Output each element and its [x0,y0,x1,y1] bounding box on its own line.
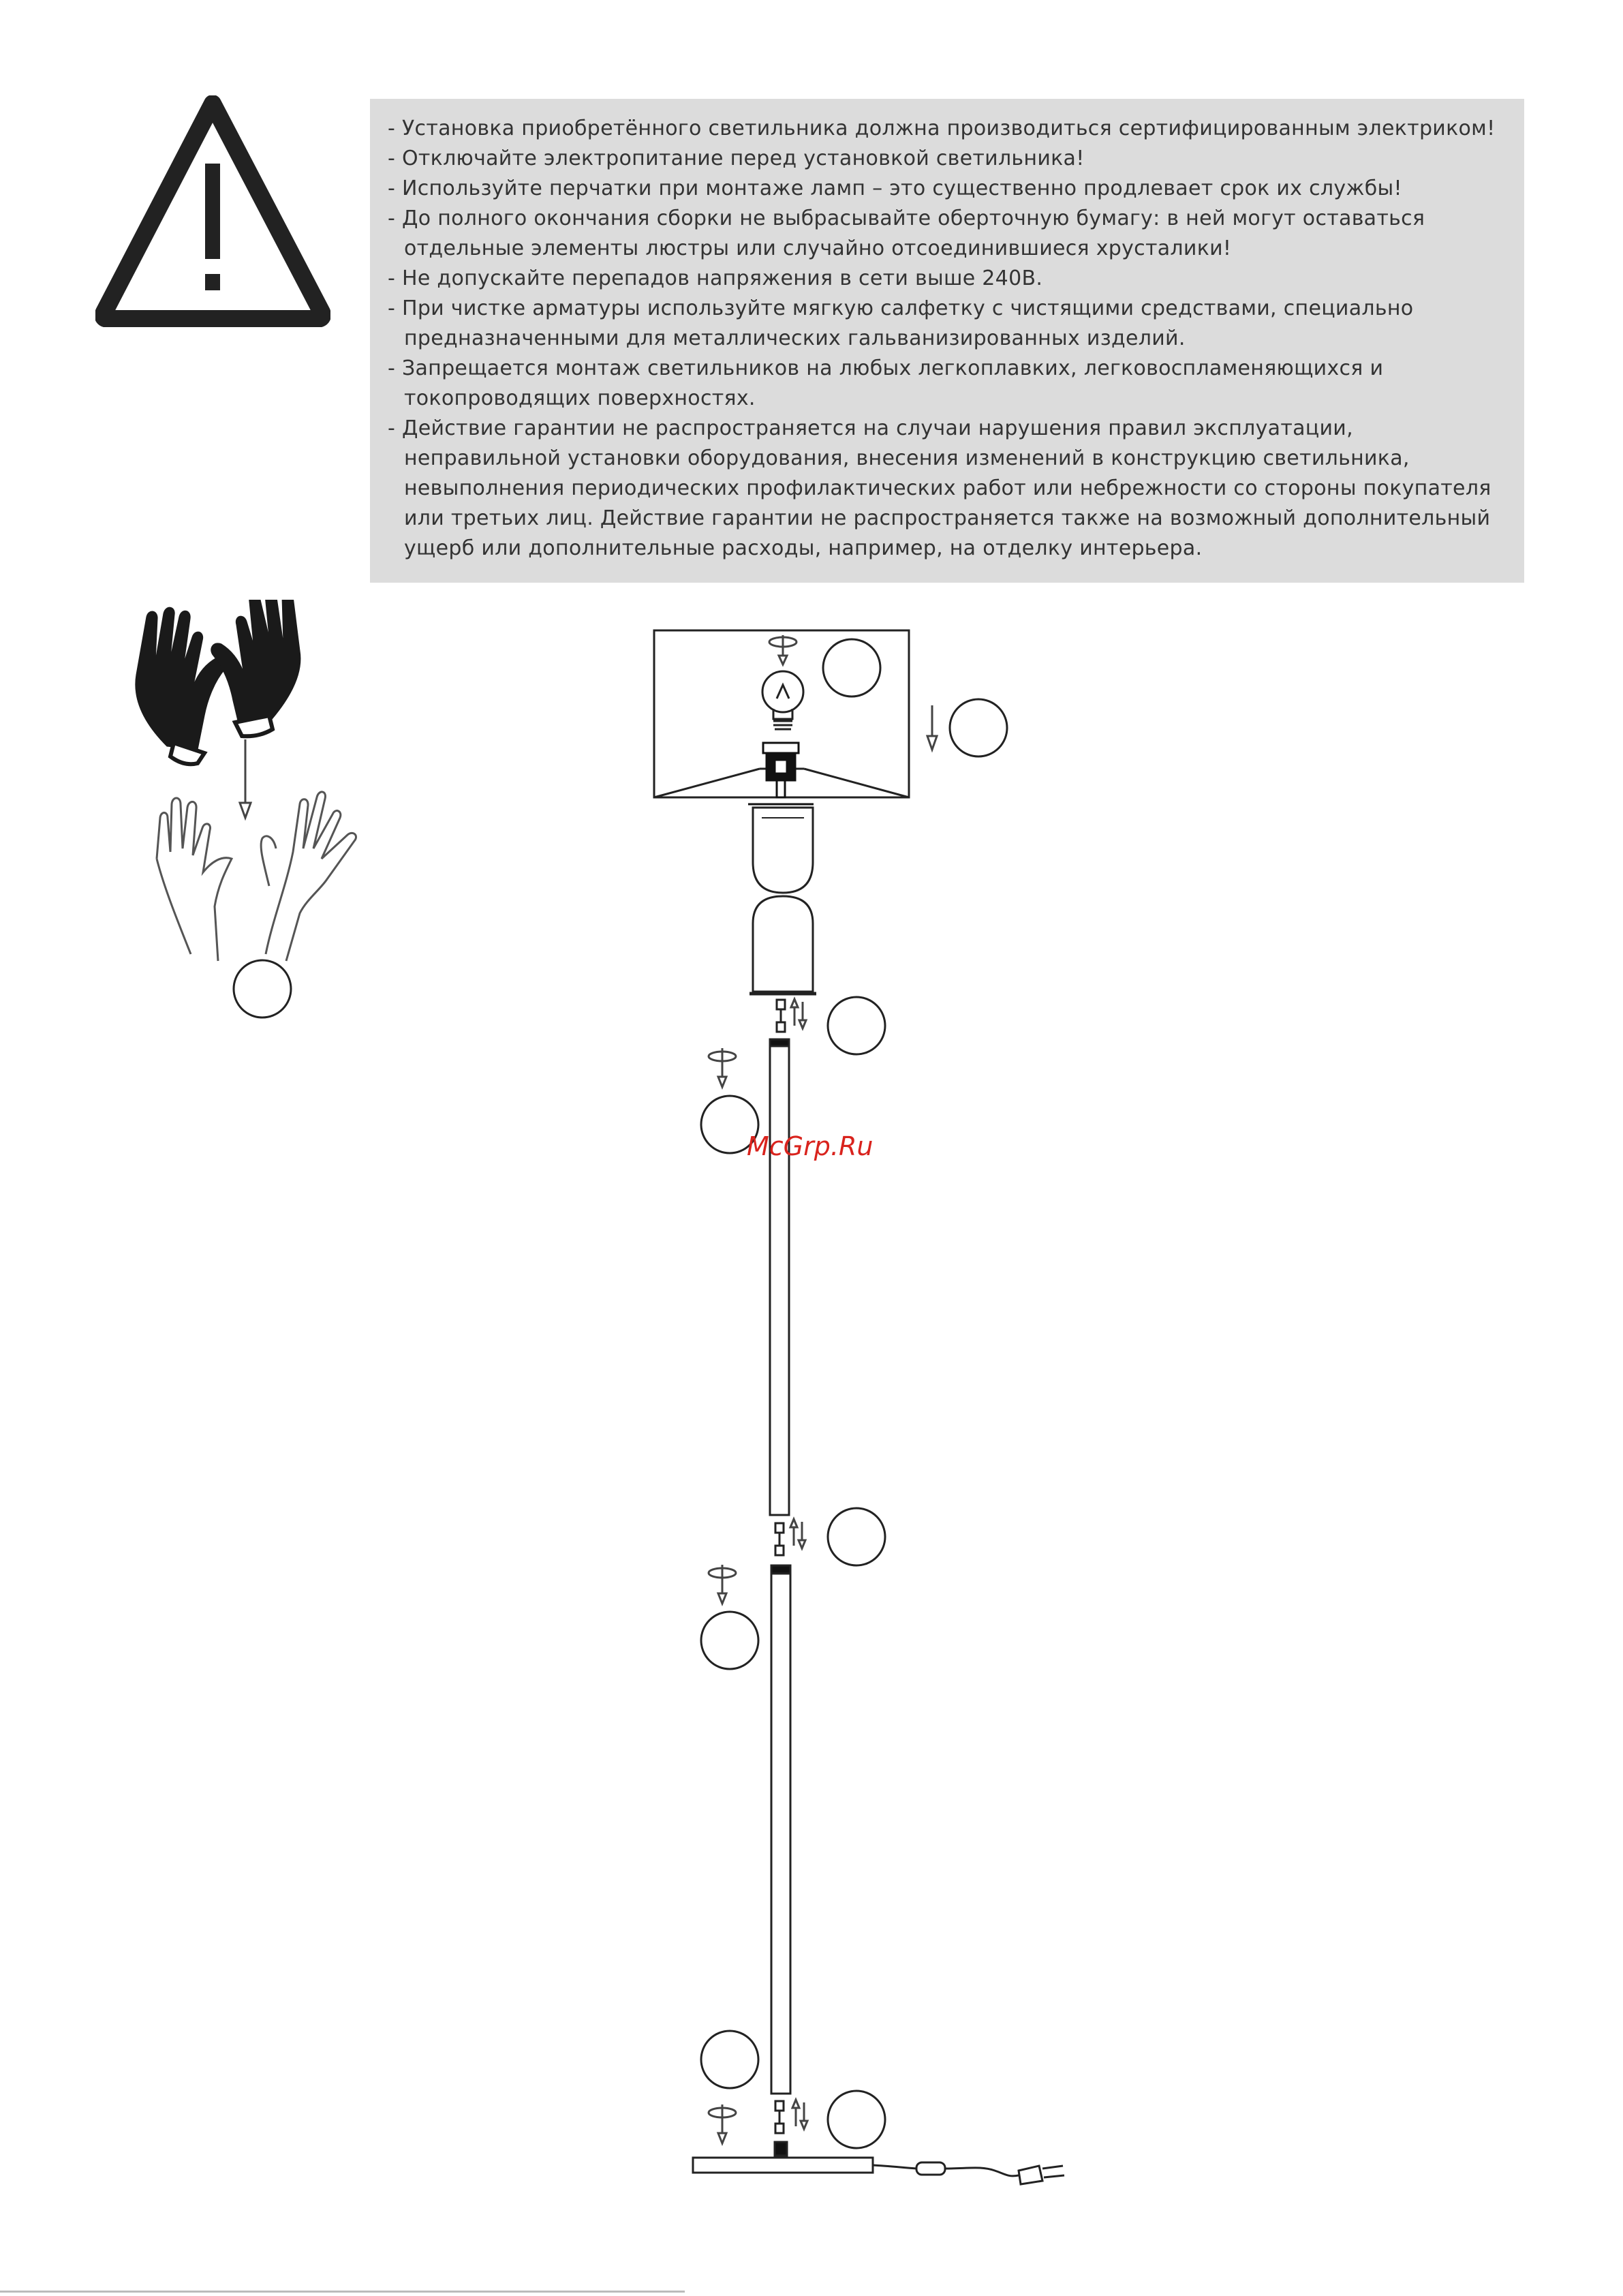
rotate-arrow-icon [709,1048,736,1087]
notice-line: неправильной установки оборудования, внесения изменений в конструкцию светильника, [404,446,1410,470]
down-arrow-icon [240,739,251,818]
callout-circle [701,1612,758,1669]
notice-line: - Используйте перчатки при монтаже ламп – это существенно продлевает срок их службы! [388,177,1402,200]
rotate-arrow-icon [709,1565,736,1604]
callout-circle [234,960,291,1017]
callout-circle [828,997,885,1054]
notice-line: - При чистке арматуры используйте мягкую салфетку с чистящими средствами, специально [388,296,1414,320]
notice-line: - Отключайте электропитание перед установкой светильника! [388,147,1085,170]
up-down-arrow-icon [792,2100,807,2129]
down-arrow-icon [927,705,937,750]
power-plug-icon [1019,2166,1064,2184]
rod-lower [771,1565,790,2094]
callout-circle [701,2031,758,2088]
lamp-body-lower [749,896,816,994]
notice-line: невыполнения периодических профилактических работ или небрежности со стороны покупателя [404,476,1491,500]
notice-line: ущерб или дополнительные расходы, например, на отделку интерьера. [404,536,1203,560]
notice-line: предназначенными для металлических гальванизированных изделий. [404,326,1186,350]
connector [775,2101,784,2133]
warning-triangle-icon [95,95,330,327]
bare-hands-icon [157,792,356,961]
notice-line: или третьих лиц. Действие гарантии не распространяется также на возможный дополнительный [404,506,1491,530]
notice-line: - Не допускайте перепадов напряжения в сети выше 240В. [388,266,1043,290]
notice-line: - Действие гарантии не распространяется на случаи нарушения правил эксплуатации, [388,416,1353,440]
notice-line: - До полного окончания сборки не выбрасывайте оберточную бумагу: в ней могут оставаться [388,206,1425,230]
notice-line: - Запрещается монтаж светильников на любых легкоплавких, легковоспламеняющихся и [388,356,1384,380]
lamp-body-upper [753,808,813,893]
up-down-arrow-icon [791,999,806,1028]
up-down-arrow-icon [790,1519,805,1548]
notice-line: отдельные элементы люстры или случайно отсоединившиеся хрусталики! [404,236,1232,260]
callout-circle [823,639,880,697]
watermark-text: McGrp.Ru [747,1131,874,1161]
light-bulb-icon [762,671,803,729]
callout-circle [828,2091,885,2148]
connector [775,1523,784,1555]
page-rule [0,2291,685,2293]
gloves-icon [136,600,300,764]
notice-line: токопроводящих поверхностях. [404,386,756,410]
callout-circle [950,699,1007,756]
assembly-diagram [0,600,1623,2296]
power-cord [873,2162,1019,2176]
rotate-arrow-icon [769,635,797,664]
lamp-socket [748,743,814,804]
rod-upper [770,1039,789,1515]
callout-circle [828,1508,885,1565]
connector [777,1000,785,1032]
safety-notice [370,99,1524,583]
notice-line: - Установка приобретённого светильника должна производиться сертифицированным электриком! [388,117,1496,140]
rotate-arrow-icon [709,2104,736,2143]
